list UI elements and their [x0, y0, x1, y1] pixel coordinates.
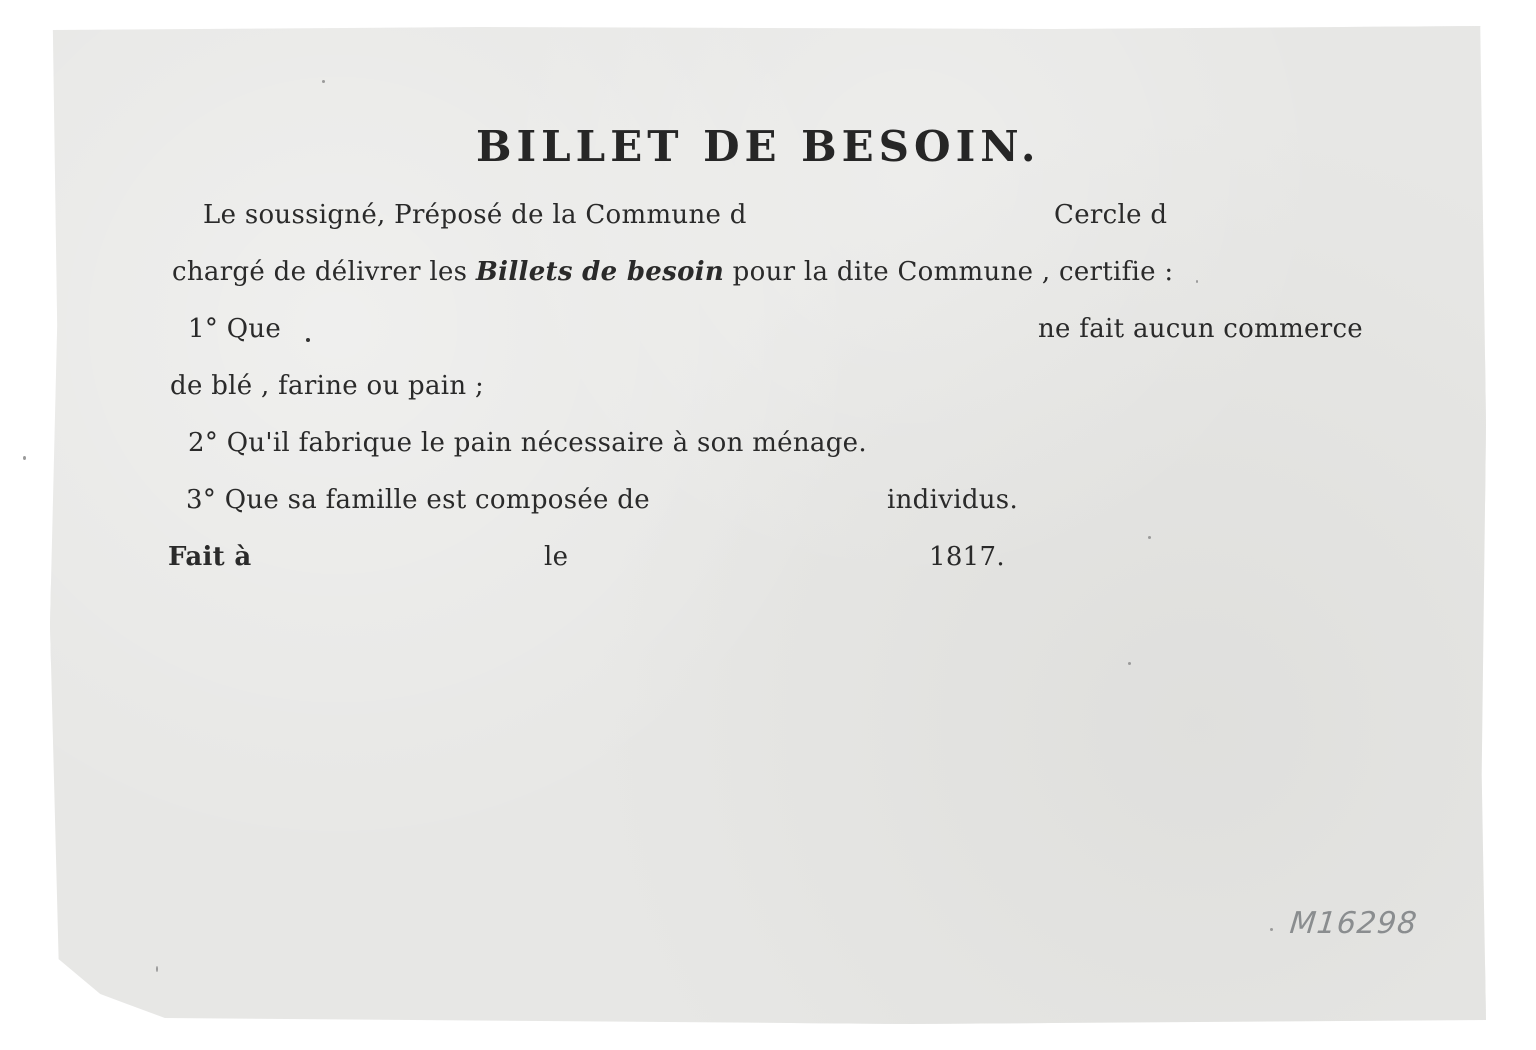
item-1-commerce: ne fait aucun commerce — [1038, 314, 1363, 344]
paper-speck — [322, 80, 325, 83]
paper-speck — [1128, 662, 1131, 665]
archive-number: M16298 — [1288, 906, 1420, 941]
item-1-continuation: de blé , farine ou pain ; — [170, 371, 485, 401]
paper-speck — [156, 966, 158, 972]
item-2: 2° Qu'il fabrique le pain nécessaire à son ménage. — [188, 428, 867, 458]
line-cercle: Cercle d — [1054, 200, 1168, 230]
date-le-label: le — [544, 542, 569, 572]
year-label: 1817. — [929, 542, 1005, 572]
line-charge-post: pour la dite Commune , certifie : — [724, 257, 1174, 287]
paper-speck — [1270, 928, 1273, 931]
paper-sheet — [50, 26, 1486, 1024]
paper-speck — [1148, 536, 1151, 539]
document-title: BILLET DE BESOIN. — [476, 122, 1041, 171]
line-charge-italic: Billets de besoin — [475, 257, 725, 287]
paper-speck — [1196, 280, 1198, 283]
paper-speck — [23, 456, 26, 460]
item-3-individus: individus. — [887, 485, 1019, 515]
fait-a-label: Fait à — [168, 542, 252, 572]
line-soussigne: Le soussigné, Préposé de la Commune d — [203, 200, 747, 230]
line-charge-pre: chargé de délivrer les — [172, 257, 476, 287]
item-1-label: 1° Que — [188, 314, 282, 344]
item-3-label: 3° Que sa famille est composée de — [186, 485, 650, 515]
line-charge — [172, 257, 1173, 287]
ink-dot — [306, 338, 310, 342]
